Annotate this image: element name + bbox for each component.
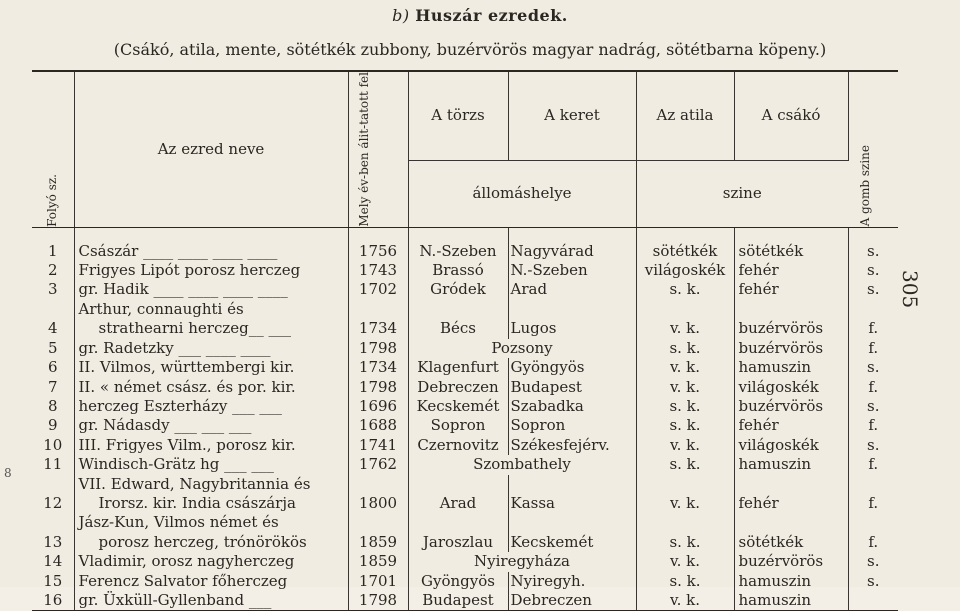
regiment-name [74,552,348,571]
table-row [32,227,898,261]
regiment-name-line: strathearni herczeg__ ___ [98,319,292,338]
row-number: 13 [32,513,74,552]
button-color: s. [867,261,880,280]
row-number: 1 [32,227,74,261]
regiment-name-line: gr. Nádasdy ___ ___ ___ [78,416,252,435]
button-color: f. [868,455,879,474]
button-color: f. [868,319,879,338]
atila-color: v. k. [636,475,734,514]
table-row [32,261,898,280]
button-color: s. [867,396,880,415]
button-color: s. [867,552,880,571]
regiment-name-line: Vladimir, orosz nagyherczeg [78,552,295,571]
table-row [32,416,898,435]
table-row [32,280,898,299]
atila-color: v. k. [636,552,734,571]
regiment-name-line: III. Frigyes Vilm., porosz kir. [78,435,296,454]
regiment-name-line: II. Vilmos, württembergi kir. [78,358,295,377]
station-torzs: Czernovitz [408,436,508,455]
row-number: 9 [32,416,74,435]
regiment-name [74,339,348,358]
atila-color: sötétkék [636,227,734,261]
csako-color: buzérvörös [734,397,848,416]
regiment-name [74,378,348,397]
regiment-name [74,358,348,377]
button-color: s. [867,358,880,377]
regiment-name-line: gr. Hadik ____ ____ ____ ____ [78,280,288,299]
station-keret: Lugos [508,300,636,339]
regiment-name-line: herczeg Eszterházy ___ ___ [78,396,282,415]
regiment-name-line: Arthur, connaughti és [78,299,244,318]
header-keret: A keret [508,71,636,160]
founded-year: 1798 [348,339,408,358]
founded-year: 1859 [348,513,408,552]
atila-color: v. k. [636,591,734,611]
csako-color: fehér [734,475,848,514]
regiment-name-line: VII. Edward, Nagybritannia és [78,474,311,493]
station-keret: Szabadka [508,397,636,416]
station-torzs: Gródek [408,280,508,299]
regiment-name-line: porosz herczeg, trónörökös [98,532,307,551]
founded-year: 1859 [348,552,408,571]
regiment-name [74,591,348,611]
founded-year: 1800 [348,475,408,514]
table-row [32,513,898,552]
table-row [32,397,898,416]
founded-year: 1741 [348,436,408,455]
regiment-name-line: Császár ____ ____ ____ ____ [78,241,278,260]
atila-color: v. k. [636,300,734,339]
header-location-group: állomáshelye [408,160,636,227]
station-torzs: Bécs [408,300,508,339]
regiment-name [74,572,348,591]
founded-year: 1762 [348,455,408,474]
founded-year: 1743 [348,261,408,280]
regiment-name-line: Ferencz Salvator főherczeg [78,571,288,590]
section-number: b) [392,6,410,25]
header-torzs: A törzs [408,71,508,160]
button-color: s. [867,435,880,454]
table-row [32,552,898,571]
atila-color: s. k. [636,416,734,435]
header-csako: A csákó [734,71,848,160]
header-row-top [32,71,898,160]
station-keret: Nyiregyh. [508,572,636,591]
station-torzs: Kecskemét [408,397,508,416]
margin-mark: 8 [4,466,12,480]
row-number: 4 [32,300,74,339]
regiment-name-line: Irorsz. kir. India császárja [98,493,296,512]
founded-year: 1701 [348,572,408,591]
row-number: 16 [32,591,74,611]
table-row [32,300,898,339]
station-keret: Gyöngyös [508,358,636,377]
header-num: Folyó sz. [32,71,74,227]
csako-color: hamuszin [734,455,848,474]
button-color [848,591,898,611]
station-combined: Pozsony [408,339,636,358]
row-number: 6 [32,358,74,377]
header-name: Az ezred neve [74,71,348,227]
table-row [32,455,898,474]
row-number: 2 [32,261,74,280]
atila-color: s. k. [636,513,734,552]
table-row [32,572,898,591]
regiment-name-line: Jász-Kun, Vilmos német és [78,513,279,532]
table-body [32,227,898,611]
button-color: f. [868,532,879,551]
atila-color: világoskék [636,261,734,280]
csako-color: hamuszin [734,572,848,591]
station-keret: Székesfejérv. [508,436,636,455]
station-torzs: Budapest [408,591,508,611]
station-torzs: Debreczen [408,378,508,397]
regiments-table [32,70,898,611]
station-keret: Arad [508,280,636,299]
csako-color: hamuszin [734,591,848,611]
station-torzs: Arad [408,475,508,514]
atila-color: v. k. [636,358,734,377]
button-color: f. [868,377,879,396]
section-title [0,6,960,25]
table-row [32,378,898,397]
row-number: 10 [32,436,74,455]
station-torzs: Sopron [408,416,508,435]
station-keret: Budapest [508,378,636,397]
atila-color: s. k. [636,572,734,591]
regiment-name-line: II. « német csász. és por. kir. [78,377,296,396]
regiment-name [74,416,348,435]
station-keret: Kassa [508,475,636,514]
station-combined: Nyiregyháza [408,552,636,571]
row-number: 14 [32,552,74,571]
header-year: Mely év-ben álit-tatott fel [348,71,408,227]
atila-color: v. k. [636,378,734,397]
founded-year: 1702 [348,280,408,299]
regiment-name [74,261,348,280]
founded-year: 1696 [348,397,408,416]
station-torzs: Gyöngyös [408,572,508,591]
founded-year: 1798 [348,378,408,397]
station-keret: N.-Szeben [508,261,636,280]
table-row [32,591,898,611]
csako-color: világoskék [734,378,848,397]
table-row [32,358,898,377]
csako-color: buzérvörös [734,339,848,358]
csako-color: fehér [734,416,848,435]
header-color-group: szine [636,160,848,227]
founded-year: 1798 [348,591,408,611]
regiment-name [74,436,348,455]
row-number: 11 [32,455,74,474]
row-number: 5 [32,339,74,358]
station-torzs: Klagenfurt [408,358,508,377]
founded-year: 1734 [348,300,408,339]
atila-color: v. k. [636,436,734,455]
csako-color: fehér [734,280,848,299]
csako-color: buzérvörös [734,552,848,571]
table-row [32,475,898,514]
row-number: 7 [32,378,74,397]
row-number: 12 [32,475,74,514]
station-keret: Sopron [508,416,636,435]
station-torzs: Jaroszlau [408,513,508,552]
section-heading: Huszár ezredek. [415,6,568,25]
station-keret: Debreczen [508,591,636,611]
station-keret: Nagyvárad [508,227,636,261]
section-subtitle: (Csákó, atila, mente, sötétkék zubbony, buzérvörös magyar nadrág, sötétbarna köpeny.) [113,40,827,59]
csako-color: sötétkék [734,513,848,552]
row-number: 15 [32,572,74,591]
table-row [32,339,898,358]
regiment-name-line: gr. Radetzky ___ ____ ____ [78,338,271,357]
row-number: 8 [32,397,74,416]
csako-color: világoskék [734,436,848,455]
row-number: 3 [32,280,74,299]
founded-year: 1756 [348,227,408,261]
header-atila: Az atila [636,71,734,160]
station-keret: Kecskemét [508,513,636,552]
regiment-name [74,455,348,474]
atila-color: s. k. [636,280,734,299]
header-gomb: A gomb szine [848,71,898,227]
csako-color: fehér [734,261,848,280]
csako-color: hamuszin [734,358,848,377]
button-color: s. [867,571,880,590]
regiment-name [74,300,348,339]
station-combined: Szombathely [408,455,636,474]
table-row [32,436,898,455]
regiment-name [74,475,348,514]
button-color: s. [867,280,880,299]
regiment-name [74,513,348,552]
station-torzs: Brassó [408,261,508,280]
button-color: f. [868,338,879,357]
page-number: 305 [898,270,922,309]
atila-color: s. k. [636,455,734,474]
station-torzs: N.-Szeben [408,227,508,261]
regiment-name [74,227,348,261]
csako-color: buzérvörös [734,300,848,339]
regiment-name-line: Frigyes Lipót porosz herczeg [78,261,301,280]
regiment-name [74,397,348,416]
csako-color: sötétkék [734,227,848,261]
founded-year: 1734 [348,358,408,377]
atila-color: s. k. [636,397,734,416]
founded-year: 1688 [348,416,408,435]
regiment-name-line: gr. Üxküll-Gyllenband ___ [78,590,272,609]
regiment-name [74,280,348,299]
button-color: s. [867,241,880,260]
atila-color: s. k. [636,339,734,358]
regiment-name-line: Windisch-Grätz hg ___ ___ [78,455,274,474]
button-color: f. [868,416,879,435]
button-color: f. [868,493,879,512]
